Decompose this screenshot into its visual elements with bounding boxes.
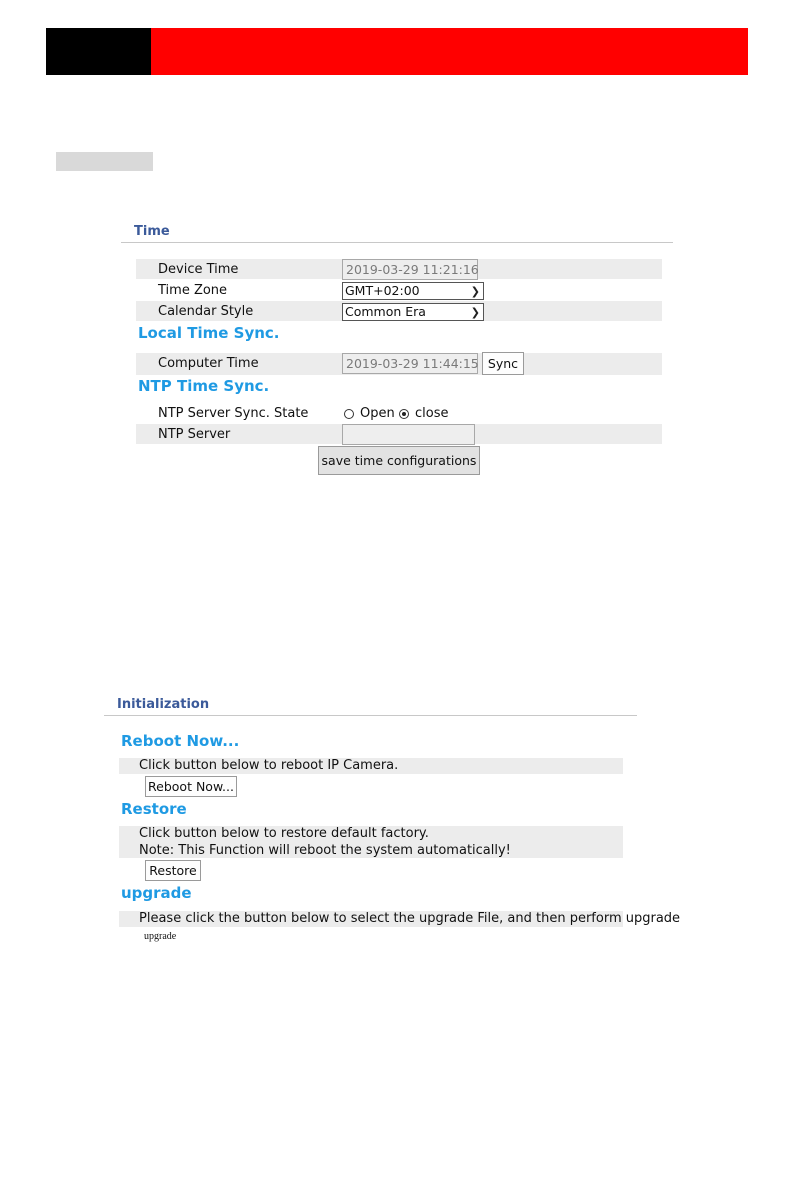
upgrade-desc: Please click the button below to select the upgrade File, and then perform upgrade [139,911,681,926]
time-panel-divider [121,242,673,243]
chevron-down-icon: ❯ [470,285,480,298]
device-time-label: Device Time [158,262,239,277]
ntp-close-radio[interactable] [399,409,409,419]
computer-time-field: 2019-03-29 11:44:15 [342,353,478,374]
time-zone-value: GMT+02:00 [345,283,420,298]
ntp-server-input[interactable] [342,424,475,445]
ntp-open-label: Open [360,406,395,421]
ntp-sync-state-label: NTP Server Sync. State [158,406,309,421]
upgrade-heading: upgrade [121,884,192,902]
calendar-style-value: Common Era [345,304,426,319]
initialization-panel-divider [104,715,637,716]
initialization-panel-title: Initialization [117,697,210,712]
restore-desc-line1: Click button below to restore default factory. [139,826,429,841]
reboot-now-button[interactable]: Reboot Now... [145,776,237,797]
ntp-time-sync-heading: NTP Time Sync. [138,377,270,395]
restore-button[interactable]: Restore [145,860,201,881]
grey-label-tab [56,152,153,171]
save-time-configurations-button[interactable]: save time configurations [318,446,480,475]
header-red-bar [151,28,748,75]
local-time-sync-heading: Local Time Sync. [138,324,280,342]
calendar-style-select[interactable] [342,303,484,321]
restore-desc-line2: Note: This Function will reboot the system automatically! [139,843,511,858]
sync-button[interactable]: Sync [482,352,524,375]
reboot-desc: Click button below to reboot IP Camera. [139,758,399,773]
calendar-style-label: Calendar Style [158,304,254,319]
time-zone-select[interactable] [342,282,484,300]
computer-time-label: Computer Time [158,356,259,371]
reboot-heading: Reboot Now... [121,732,240,750]
header-black-block [46,28,151,75]
chevron-down-icon: ❯ [470,306,480,319]
ntp-server-label: NTP Server [158,427,231,442]
restore-heading: Restore [121,800,187,818]
upgrade-button[interactable]: upgrade [144,931,177,942]
ntp-open-radio[interactable] [344,409,354,419]
time-zone-label: Time Zone [158,283,228,298]
device-time-field: 2019-03-29 11:21:16 [342,259,478,280]
time-panel-title: Time [134,224,170,239]
ntp-close-label: close [415,406,449,421]
